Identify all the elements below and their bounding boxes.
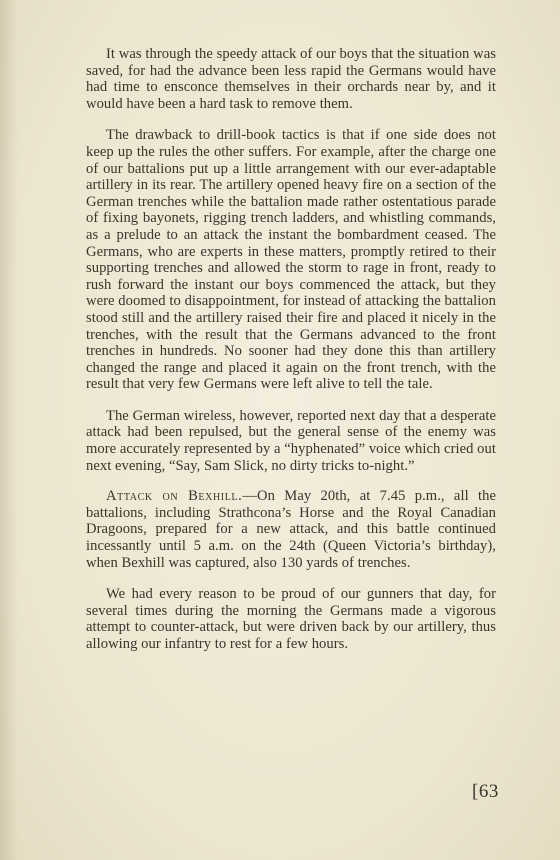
spine-shadow [0,0,18,860]
paragraph-3-text: The German wireless, however, reported next day that a desperate attack had been repulsed, but the general sense of the enemy was more accurately represented by a “hyphenated” voice which cried out next evening, “Say, Sam Slick, no dirty tricks to-night.” [86,407,496,474]
paragraph-1 [86,46,496,112]
paragraph-2 [86,127,496,393]
paragraph-3 [86,408,496,474]
section-heading-attack-on-bexhill: Attack on Bexhill. [106,488,243,505]
body-text [86,46,496,668]
page-number: [63 [472,781,499,802]
paragraph-2-text: The drawback to drill-book tactics is that if one side does not keep up the rules the other suffers. For example, after the charge one of our battalions put up a little arrangement with our ever-adaptable artillery in its rear. The artillery opened heavy fire on a section of the German trenches while the battalion made rather ostentatious parade of fixing bayonets, rigging trench ladders, and whistling commands, as a prelude to an attack the instant the bombardment ceased. The Germans, who are experts in these matters, promptly retired to their supporting trenches and allowed the storm to rage in front, ready to rush forward the instant our boys commenced the attack, but they were doomed to disappointment, for instead of attacking the battalion stood still and the artillery raised their fire and placed it nicely in the trenches, with the result that the Germans advanced to the front trenches in hundreds. No sooner had they done this than artillery changed the range and placed it again on the front trench, with the result that very few Germans were left alive to tell the tale. [86,127,496,393]
paragraph-4 [86,488,496,571]
paragraph-5-text: We had every reason to be proud of our gunners that day, for several times during the morning the Germans made a vigorous attempt to counter-attack, but were driven back by our artillery, thus allowing our infantry to rest for a few hours. [86,586,496,652]
paragraph-5 [86,586,496,652]
paragraph-1-text: It was through the speedy attack of our boys that the situation was saved, for had the advance been less rapid the Germans would have had time to ensconce themselves in their orchards near by, and it would have been a hard task to remove them. [86,46,496,112]
paragraph-4-text: —On May 20th, at 7.45 p.m., all the battalions, including Strathcona’s Horse and the Royal Canadian Dragoons, prepared for a new attack, and this battle continued incessantly until 5 a.m. on the 24th (Queen Victoria’s birthday), when Bexhill was captured, also 130 yards of trenches. [86,488,496,571]
